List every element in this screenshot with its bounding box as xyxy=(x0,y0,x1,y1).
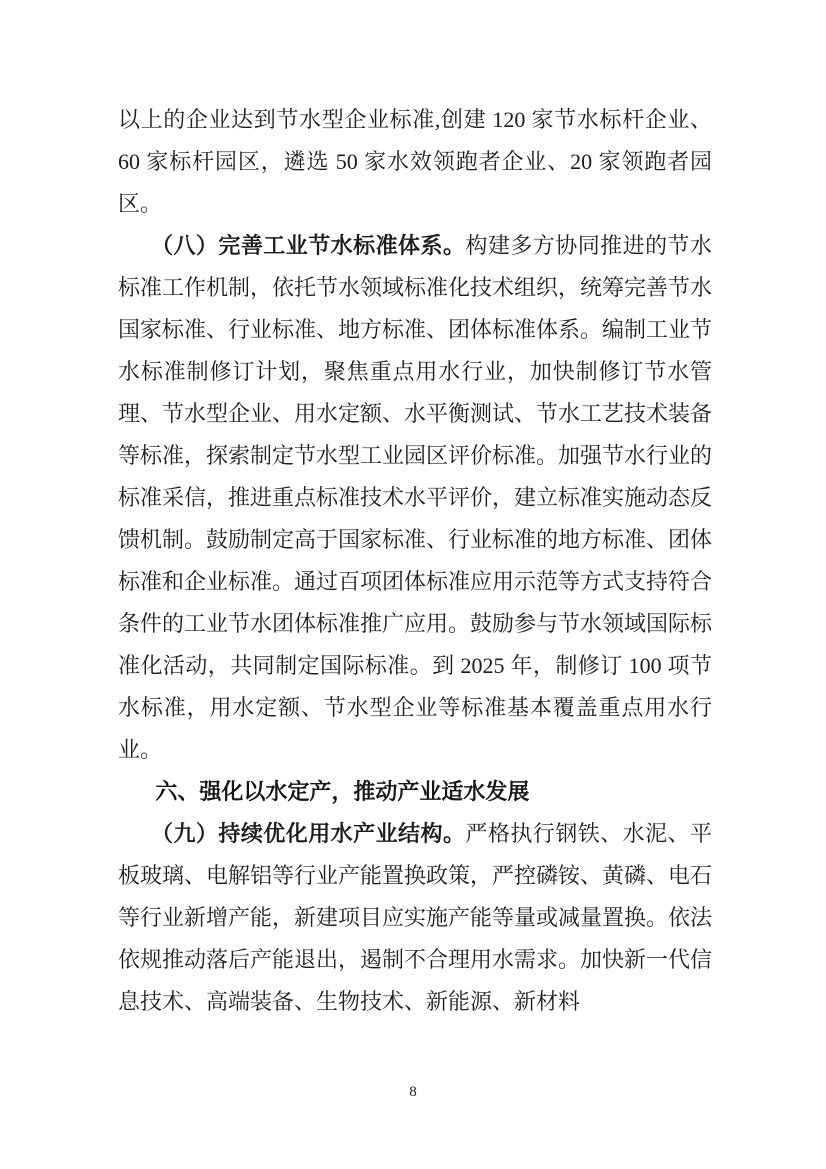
paragraph-section-8-text: 构建多方协同推进的节水标准工作机制，依托节水领域标准化技术组织，统筹完善节水国家标准、行业标准、地方标准、团体标准体系。编制工业节水标准制修订计划，聚焦重点用水行业，加快制修订节水管理、节水型企业、用水定额、水平衡测试、节水工艺技术装备等标准，探索制定节水型工业园区评价标准。加强节水行业的标准采信，推进重点标准技术水平评价，建立标准实施动态反馈机制。鼓励制定高于国家标准、行业标准的地方标准、团体标准和企业标准。通过百项团体标准应用示范等方式支持符合条件的工业节水团体标准推广应用。鼓励参与节水领域国际标准化活动，共同制定国际标准。到 2025 年，制修订 100 项节水标准，用水定额、节水型企业等标准基本覆盖重点用水行业。 xyxy=(118,233,713,762)
document-body xyxy=(118,99,712,1023)
paragraph-continuation: 以上的企业达到节水型企业标准,创建 120 家节水标杆企业、60 家标杆园区，遴选 50 家水效领跑者企业、20 家领跑者园区。 xyxy=(118,107,712,216)
paragraph-section-8 xyxy=(118,225,712,771)
section-heading: 六、强化以水定产，推动产业适水发展 xyxy=(155,779,530,804)
paragraph-section-8-lead: （八）完善工业节水标准体系。 xyxy=(151,233,466,258)
paragraph-section-9 xyxy=(118,813,712,1023)
paragraph-section-9-lead: （九）持续优化用水产业结构。 xyxy=(151,821,466,846)
paragraph-section-9-text: 严格执行钢铁、水泥、平板玻璃、电解铝等行业产能置换政策，严控磷铵、黄磷、电石等行业新增产能，新建项目应实施产能等量或减量置换。依法依规推动落后产能退出，遏制不合理用水需求。加快新一代信息技术、高端装备、生物技术、新能源、新材料 xyxy=(118,821,713,1014)
page-number: 8 xyxy=(409,1084,417,1100)
